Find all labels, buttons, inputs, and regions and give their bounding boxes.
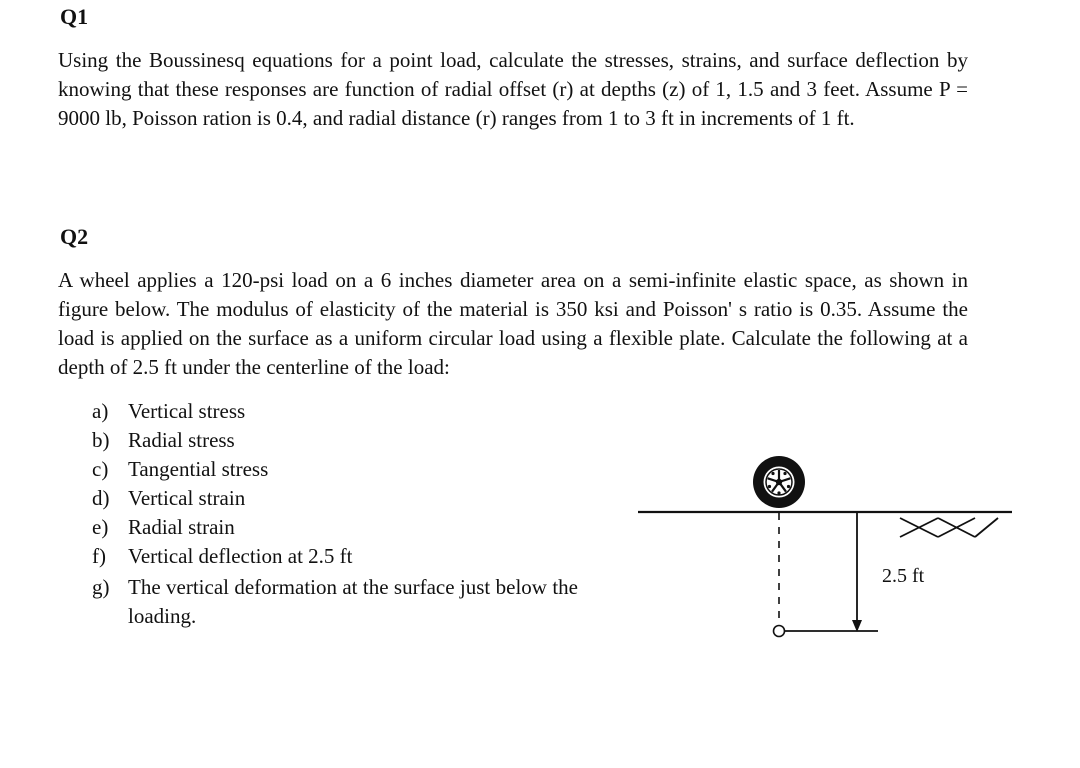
list-item: [92, 573, 592, 631]
point-marker-icon: [774, 626, 879, 637]
list-item: [92, 484, 592, 513]
list-item-text: Vertical strain: [128, 486, 246, 510]
q2-text: A wheel applies a 120-psi load on a 6 inches diameter area on a semi-infinite elastic space, as shown in figure below. The modulus of elasticity of the material is 350 ksi and Poisson' s ratio is 0.35. Assume the load is applied on the surface as a uniform circular load using a flexible plate. Calculate the following at a depth of 2.5 ft under the centerline of the load:: [58, 268, 968, 379]
list-marker: a): [92, 399, 109, 423]
soil-hatch-icon: [900, 518, 998, 537]
list-marker: e): [92, 515, 109, 539]
list-marker: c): [92, 457, 109, 481]
q1-heading: Q1: [60, 4, 89, 29]
q1-text: Using the Boussinesq equations for a point load, calculate the stresses, strains, and surface deflection by knowing that these responses are function of radial offset (r) at depths (z) of 1, 1.5 and 3 feet. Assume P = 9000 lb, Poisson ration is 0.4, and radial distance (r) ranges from 1 to 3 ft in increments of 1 ft.: [58, 48, 968, 130]
list-item: [92, 513, 592, 542]
q2-heading: Q2: [60, 224, 89, 249]
list-item-text: Radial strain: [128, 515, 235, 539]
list-item-text: Vertical stress: [128, 399, 246, 423]
list-marker: f): [92, 544, 106, 568]
task-list: [92, 397, 592, 631]
list-item-text: The vertical deformation at the surface just below the loading.: [128, 575, 578, 628]
depth-label: 2.5 ft: [882, 565, 925, 587]
list-item: [92, 542, 592, 571]
list-marker: d): [92, 486, 110, 510]
list-marker: g): [92, 575, 110, 599]
list-item: [92, 455, 592, 484]
down-arrow-icon: [852, 513, 862, 632]
list-item: [92, 426, 592, 455]
list-item-text: Vertical deflection at 2.5 ft: [128, 544, 353, 568]
load-diagram: [630, 440, 1020, 650]
list-item-text: Radial stress: [128, 428, 235, 452]
list-item: [92, 397, 592, 426]
list-item-text: Tangential stress: [128, 457, 269, 481]
wheel-icon: [753, 456, 805, 508]
list-marker: b): [92, 428, 110, 452]
